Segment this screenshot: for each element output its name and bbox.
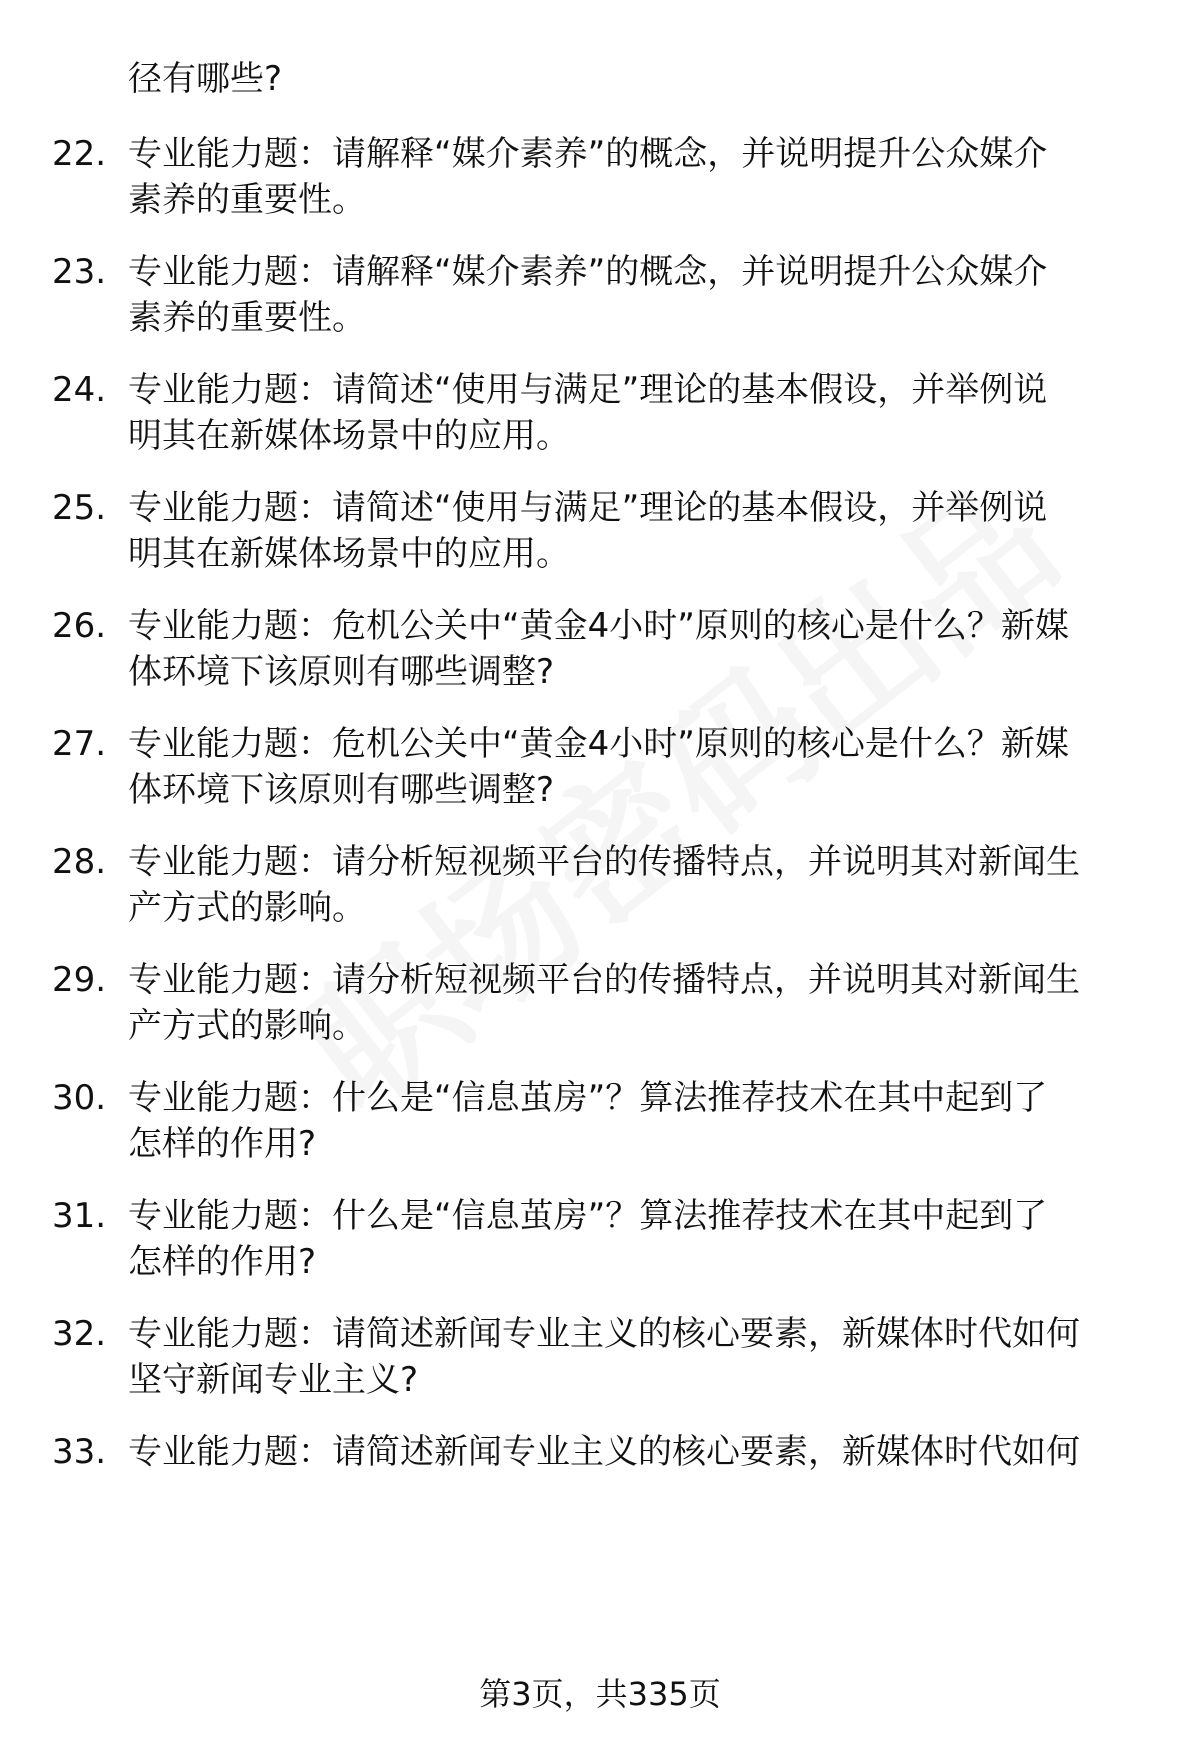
question-text-line2: 素养的重要性。 [128,180,366,220]
question-item-26 [0,603,1200,733]
question-text-line1: 专业能力题：什么是“信息茧房”？算法推荐技术在其中起到了 [128,1078,1048,1118]
question-text-line1: 专业能力题：请简述新闻专业主义的核心要素，新媒体时代如何 [128,1314,1080,1354]
question-item-33 [0,1429,1200,1489]
question-text-line2: 体环境下该原则有哪些调整? [128,770,555,810]
question-item-32 [0,1311,1200,1441]
question-item-28 [0,839,1200,969]
question-number: 29. [52,960,107,1000]
question-item-31 [0,1193,1200,1323]
question-text-line2: 怎样的作用? [128,1124,317,1164]
question-number: 33. [52,1432,107,1472]
question-text-line1: 专业能力题：请简述新闻专业主义的核心要素，新媒体时代如何 [128,1432,1080,1472]
question-text-line2: 明其在新媒体场景中的应用。 [128,534,570,574]
question-text-line2: 素养的重要性。 [128,298,366,338]
question-item-25 [0,485,1200,615]
question-number: 30. [52,1078,107,1118]
question-text-line2: 体环境下该原则有哪些调整? [128,652,555,692]
question-text-line1: 专业能力题：请简述“使用与满足”理论的基本假设，并举例说 [128,488,1048,528]
question-item-23 [0,249,1200,379]
question-number: 24. [52,370,107,410]
question-text-line1: 专业能力题：请分析短视频平台的传播特点，并说明其对新闻生 [128,960,1080,1000]
question-number: 22. [52,134,107,174]
question-text-line2: 产方式的影响。 [128,1006,366,1046]
question-number: 25. [52,488,107,528]
question-text-line1: 专业能力题：什么是“信息茧房”？算法推荐技术在其中起到了 [128,1196,1048,1236]
question-item-27 [0,721,1200,851]
question-text-line1: 专业能力题：危机公关中“黄金4小时”原则的核心是什么？新媒 [128,606,1069,646]
question-number: 26. [52,606,107,646]
question-number: 31. [52,1196,107,1236]
question-item-24 [0,367,1200,497]
question-number: 23. [52,252,107,292]
page-footer: 第3页，共335页 [479,1675,721,1713]
question-item-22 [0,131,1200,261]
question-text-line1: 专业能力题：请解释“媒介素养”的概念，并说明提升公众媒介 [128,134,1048,174]
question-text-line2: 怎样的作用? [128,1242,317,1282]
question-text-line1: 专业能力题：请解释“媒介素养”的概念，并说明提升公众媒介 [128,252,1048,292]
continuation-text: 径有哪些? [128,59,283,99]
question-text-line1: 专业能力题：危机公关中“黄金4小时”原则的核心是什么？新媒 [128,724,1069,764]
question-text-line2: 产方式的影响。 [128,888,366,928]
question-text-line2: 坚守新闻专业主义? [128,1360,419,1400]
question-number: 32. [52,1314,107,1354]
question-number: 28. [52,842,107,882]
question-text-line2: 明其在新媒体场景中的应用。 [128,416,570,456]
question-text-line1: 专业能力题：请分析短视频平台的传播特点，并说明其对新闻生 [128,842,1080,882]
question-number: 27. [52,724,107,764]
question-item-30 [0,1075,1200,1205]
question-item-29 [0,957,1200,1087]
question-text-line1: 专业能力题：请简述“使用与满足”理论的基本假设，并举例说 [128,370,1048,410]
